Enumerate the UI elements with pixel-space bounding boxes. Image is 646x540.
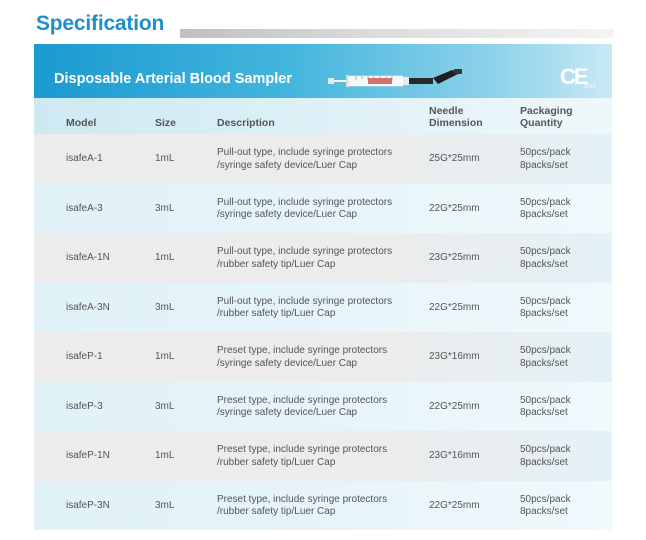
packaging-line1: 50pcs/pack [520,295,571,307]
cell-model: isafeP-3N [66,499,110,511]
header-model: Model [66,117,97,129]
cell-packaging [520,494,571,519]
header-packaging-line1: Packaging [520,105,573,117]
description-line1: Pull-out type, include syringe protectors [217,246,393,257]
table-row [34,283,612,333]
description-line1: Pull-out type, include syringe protectors [217,295,393,307]
description-line2: /rubber safety tip/Luer Cap [217,308,336,319]
table-row [34,431,612,481]
cell-model: isafeA-1N [66,252,110,263]
header-needle-line2: Dimension [429,117,483,129]
packaging-line2: 8packs/set [520,308,568,319]
cell-needle: 23G*25mm [429,252,480,263]
cell-packaging [520,197,571,222]
cell-model: isafeA-1 [66,153,103,164]
title-underline-bar [180,29,614,38]
table-row [34,134,612,184]
packaging-line2: 8packs/set [520,209,568,220]
cell-model: isafeP-1N [66,450,110,461]
cell-size: 3mL [155,499,175,511]
table-row [34,481,612,531]
cell-size: 3mL [155,400,175,412]
description-line2: /syringe safety device/Luer Cap [217,159,358,171]
cell-description [217,345,417,370]
header-description: Description [217,117,275,129]
cell-packaging [520,444,571,469]
cell-packaging [520,147,571,172]
cell-needle: 22G*25mm [429,499,480,511]
description-line2: /syringe safety device/Luer Cap [217,357,358,369]
header-packaging-line2: Quantity [520,117,563,129]
cell-needle: 23G*16mm [429,351,480,362]
cell-needle: 25G*25mm [429,153,480,164]
cell-description [217,147,417,172]
syringe-image [326,64,466,92]
header-needle-line1: Needle [429,105,464,117]
description-line1: Preset type, include syringe protectors [217,444,388,455]
cell-model: isafeP-3 [66,400,103,412]
cell-needle: 22G*25mm [429,301,480,313]
packaging-line1: 50pcs/pack [520,246,571,257]
packaging-line2: 8packs/set [520,258,568,270]
packaging-line1: 50pcs/pack [520,394,571,406]
packaging-line2: 8packs/set [520,159,568,171]
table-row [34,184,612,234]
packaging-line1: 50pcs/pack [520,493,571,505]
cell-size: 1mL [155,450,175,461]
table-row [34,382,612,432]
description-line1: Preset type, include syringe protectors [217,493,388,505]
ce-number: 0123 [584,84,596,90]
description-line2: /rubber safety tip/Luer Cap [217,506,336,517]
cell-description [217,494,417,519]
cell-description [217,296,417,321]
cell-packaging [520,345,571,370]
packaging-line2: 8packs/set [520,456,568,468]
product-banner [34,44,612,98]
description-line1: Preset type, include syringe protectors [217,394,388,406]
cell-model: isafeA-3 [66,202,103,214]
cell-needle: 22G*25mm [429,202,480,214]
cell-size: 1mL [155,252,175,263]
description-line2: /syringe safety device/Luer Cap [217,209,358,220]
packaging-line2: 8packs/set [520,506,568,517]
cell-description [217,246,417,271]
cell-packaging [520,296,571,321]
cell-size: 1mL [155,153,175,164]
cell-packaging [520,246,571,271]
packaging-line2: 8packs/set [520,357,568,369]
heading-area [36,12,614,42]
table-header [34,98,612,134]
packaging-line1: 50pcs/pack [520,345,571,356]
header-needle-dimension [429,105,483,129]
packaging-line1: 50pcs/pack [520,147,571,158]
table-row [34,233,612,283]
cell-size: 3mL [155,202,175,214]
cell-size: 3mL [155,301,175,313]
cell-needle: 23G*16mm [429,450,480,461]
cell-model: isafeA-3N [66,301,110,313]
description-line2: /rubber safety tip/Luer Cap [217,258,336,270]
description-line2: /syringe safety device/Luer Cap [217,407,358,418]
cell-packaging [520,395,571,420]
packaging-line1: 50pcs/pack [520,196,571,208]
table-row [34,332,612,382]
cell-description [217,395,417,420]
description-line1: Pull-out type, include syringe protectors [217,196,393,208]
cell-description [217,197,417,222]
header-packaging-quantity [520,105,573,129]
cell-size: 1mL [155,351,175,362]
page-title: Specification [36,12,165,35]
product-title: Disposable Arterial Blood Sampler [54,71,292,87]
packaging-line1: 50pcs/pack [520,444,571,455]
cell-description [217,444,417,469]
description-line1: Pull-out type, include syringe protectors [217,147,393,158]
description-line1: Preset type, include syringe protectors [217,345,388,356]
cell-model: isafeP-1 [66,351,103,362]
header-size: Size [155,117,177,129]
description-line2: /rubber safety tip/Luer Cap [217,456,336,468]
packaging-line2: 8packs/set [520,407,568,418]
cell-needle: 22G*25mm [429,400,480,412]
ce-mark: CE [560,64,587,89]
spec-table-body [34,134,612,530]
